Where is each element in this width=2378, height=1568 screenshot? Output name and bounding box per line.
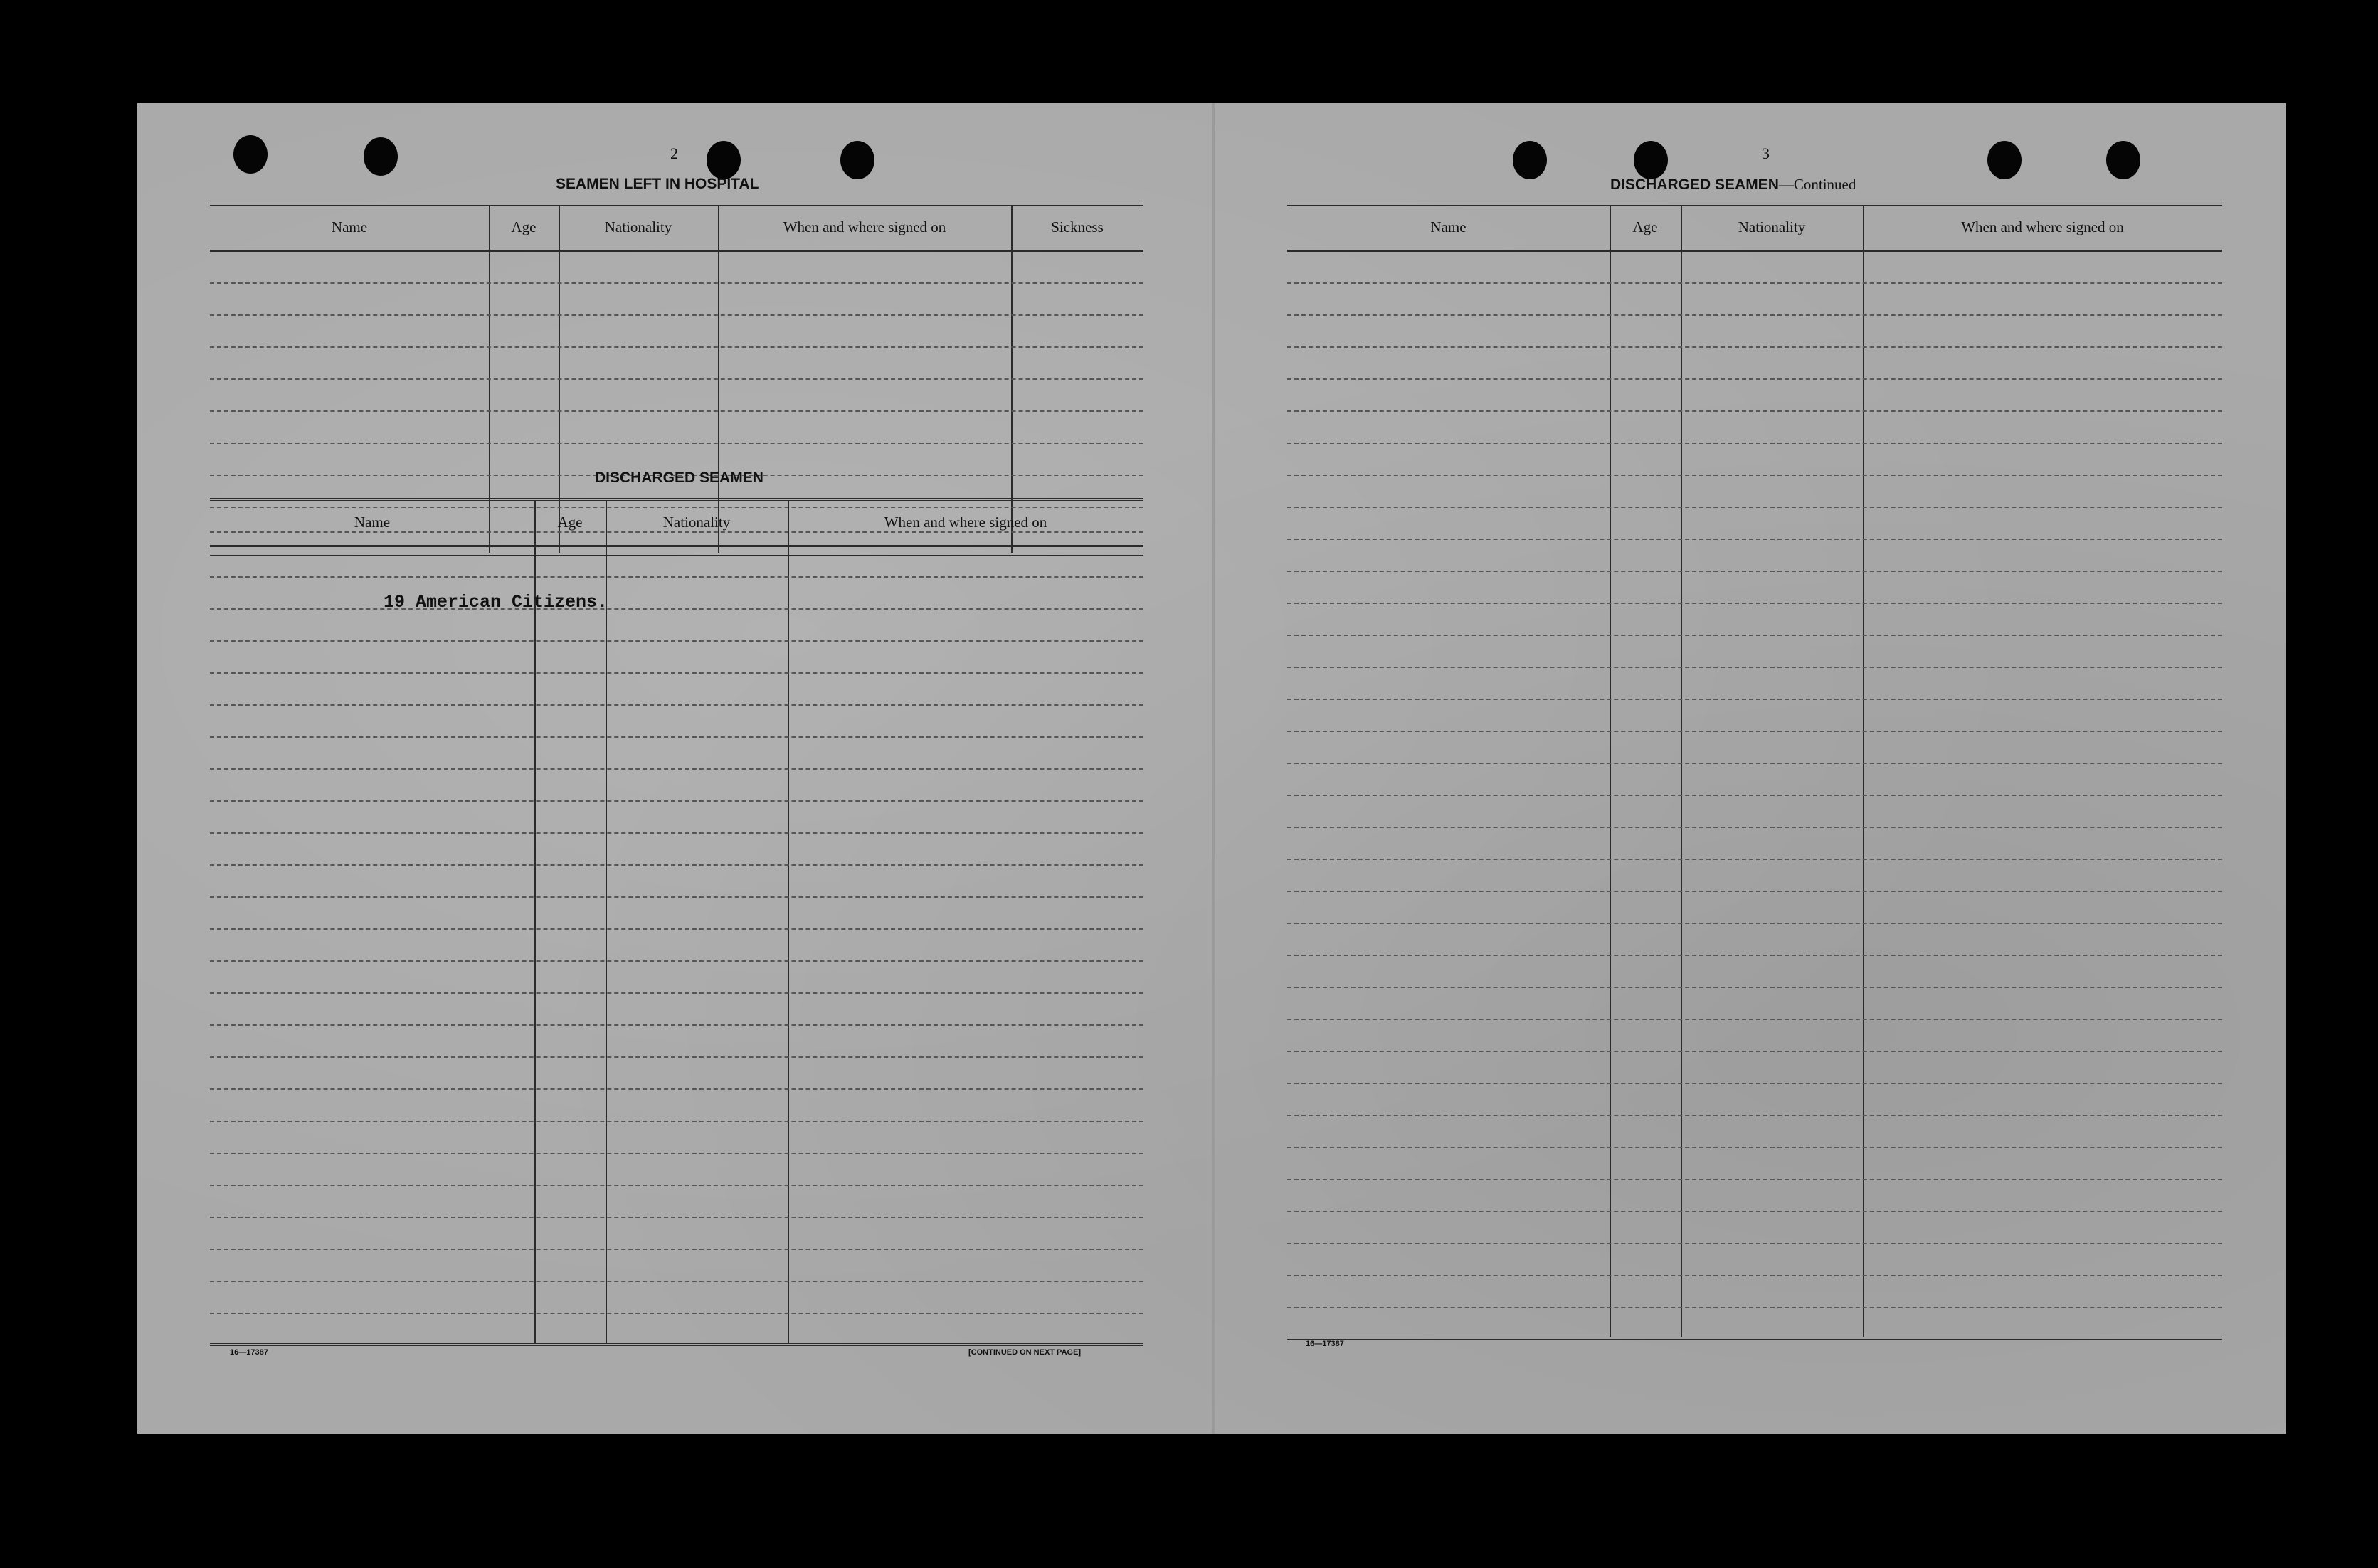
row-line <box>210 1088 1143 1090</box>
row-line <box>210 443 1143 444</box>
row-line <box>1287 1147 2222 1148</box>
row-line <box>1287 667 2222 668</box>
page-number-left: 2 <box>670 144 678 162</box>
row-line <box>210 576 1143 578</box>
row-line <box>1287 443 2222 444</box>
row-line <box>1287 475 2222 476</box>
row-line <box>210 640 1143 642</box>
document-sheet <box>137 103 2286 1434</box>
row-line <box>1287 378 2222 380</box>
row-line <box>1287 282 2222 284</box>
row-line <box>1287 1211 2222 1212</box>
row-line <box>210 672 1143 674</box>
discharged-continued-title-suffix: —Continued <box>1778 176 1856 193</box>
discharged-table-right <box>1287 203 2222 1340</box>
row-line <box>210 314 1143 316</box>
row-line <box>210 768 1143 770</box>
punch-hole <box>233 135 268 174</box>
row-line <box>210 1056 1143 1058</box>
col-header-age: Age <box>1632 218 1658 235</box>
punch-hole <box>1987 141 2022 179</box>
row-line <box>210 1249 1143 1250</box>
col-header-signed-on: When and where signed on <box>884 514 1047 531</box>
row-line <box>1287 1179 2222 1180</box>
row-line <box>1287 763 2222 764</box>
col-header-nationality: Nationality <box>662 514 731 531</box>
row-line <box>210 992 1143 994</box>
column-divider <box>1681 206 1682 1337</box>
row-line <box>1287 1051 2222 1052</box>
discharged-continued-title-main: DISCHARGED SEAMEN <box>1610 176 1779 193</box>
row-line <box>1287 314 2222 316</box>
row-line <box>1287 507 2222 508</box>
page-number-right: 3 <box>1762 144 1770 162</box>
form-number-right: 16—17387 <box>1306 1340 1344 1348</box>
row-line <box>1287 539 2222 540</box>
punch-hole <box>1634 141 1668 179</box>
row-line <box>1287 571 2222 572</box>
continued-note: [CONTINUED ON NEXT PAGE] <box>968 1348 1082 1357</box>
row-line <box>1287 410 2222 412</box>
column-divider <box>1610 206 1611 1337</box>
punch-hole <box>2106 141 2140 179</box>
row-line <box>210 282 1143 284</box>
row-line <box>210 410 1143 412</box>
row-line <box>210 1153 1143 1154</box>
center-fold <box>1212 103 1215 1434</box>
column-divider <box>1863 206 1864 1337</box>
col-header-name: Name <box>331 218 368 235</box>
col-header-nationality: Nationality <box>1738 218 1806 235</box>
row-line <box>1287 1243 2222 1244</box>
row-line <box>210 800 1143 802</box>
discharged-entry: 19 American Citizens. <box>384 592 608 613</box>
row-line <box>210 1281 1143 1282</box>
col-header-sickness: Sickness <box>1051 218 1104 235</box>
row-line <box>1287 955 2222 956</box>
col-header-name: Name <box>1430 218 1467 235</box>
row-line <box>210 960 1143 962</box>
row-line <box>1287 987 2222 988</box>
row-line <box>1287 1019 2222 1020</box>
row-line <box>210 608 1143 610</box>
row-line <box>210 1121 1143 1122</box>
col-header-nationality: Nationality <box>604 218 672 235</box>
discharged-continued-title <box>1610 176 1856 194</box>
row-line <box>1287 731 2222 732</box>
row-line <box>210 832 1143 834</box>
row-line <box>1287 923 2222 924</box>
row-line <box>210 1313 1143 1314</box>
row-line <box>1287 603 2222 604</box>
row-line <box>210 346 1143 348</box>
row-line <box>210 1217 1143 1218</box>
row-line <box>210 378 1143 380</box>
discharged-section-title: DISCHARGED SEAMEN <box>595 470 763 486</box>
col-header-age: Age <box>511 218 537 235</box>
col-header-age: Age <box>557 514 583 531</box>
row-line <box>1287 1275 2222 1276</box>
col-header-signed-on: When and where signed on <box>783 218 946 235</box>
row-line <box>210 1185 1143 1186</box>
row-line <box>1287 699 2222 700</box>
col-header-signed-on: When and where signed on <box>1961 218 2124 235</box>
col-header-name: Name <box>354 514 391 531</box>
form-number-left: 16—17387 <box>230 1348 268 1357</box>
row-line <box>1287 1083 2222 1084</box>
discharged-table-left <box>210 498 1143 1346</box>
row-line <box>210 864 1143 866</box>
row-line <box>210 928 1143 930</box>
row-line <box>1287 1115 2222 1116</box>
row-line <box>210 1024 1143 1026</box>
row-line <box>1287 795 2222 796</box>
row-line <box>210 736 1143 738</box>
row-line <box>1287 827 2222 828</box>
punch-hole <box>1513 141 1547 179</box>
punch-hole <box>840 141 874 179</box>
row-line <box>1287 346 2222 348</box>
punch-hole <box>707 141 741 179</box>
row-line <box>210 896 1143 898</box>
row-line <box>1287 891 2222 892</box>
row-line <box>1287 859 2222 860</box>
row-line <box>1287 1307 2222 1308</box>
row-line <box>210 704 1143 706</box>
row-line <box>1287 635 2222 636</box>
hospital-section-title: SEAMEN LEFT IN HOSPITAL <box>556 176 759 192</box>
punch-hole <box>364 137 398 176</box>
